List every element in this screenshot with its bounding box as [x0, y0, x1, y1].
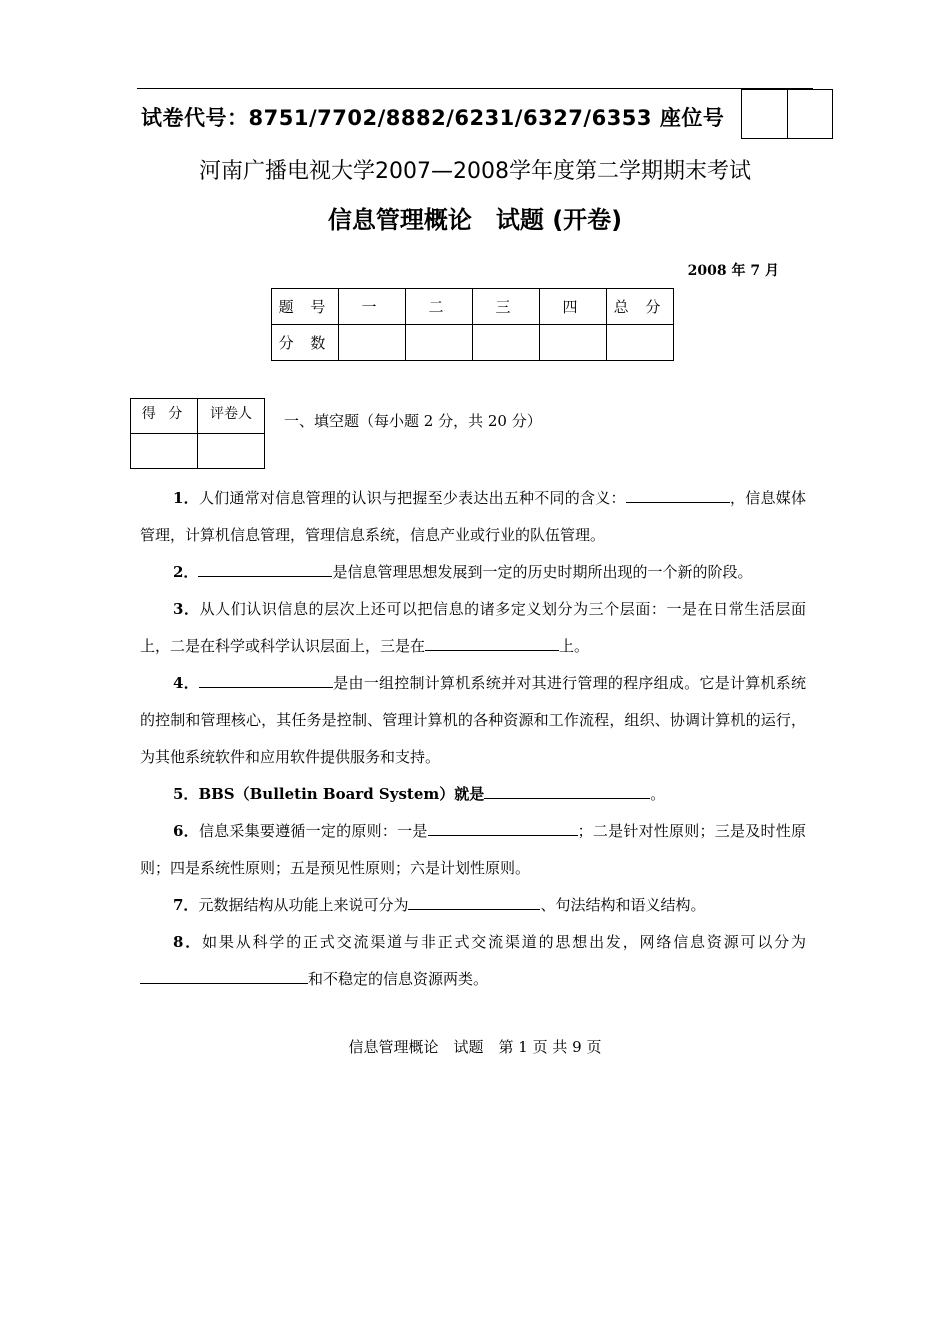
question-number: 5．	[173, 785, 199, 803]
question-text: 和不稳定的信息资源两类。	[308, 970, 489, 988]
question-5	[140, 776, 806, 813]
question-text: 人们通常对信息管理的认识与把握至少表达出五种不同的含义：	[198, 489, 626, 507]
seat-box-1[interactable]	[741, 89, 788, 139]
question-text: ，信息媒体管理，计算机信息管理，管理信息系统，信息产业或行业的队伍管理。	[140, 489, 806, 544]
question-number: 7．	[173, 896, 199, 914]
exam-date: 2008 年 7 月	[687, 263, 779, 279]
question-text: 是信息管理思想发展到一定的历史时期所出现的一个新的阶段。	[332, 563, 753, 581]
question-6	[140, 813, 806, 887]
grader-table	[130, 398, 265, 469]
score-table-cell: 二	[406, 289, 473, 325]
section-title: 一、填空题（每小题 2 分，共 20 分）	[284, 412, 542, 430]
question-text: 。	[650, 785, 666, 803]
grader-table-entry-row	[131, 434, 265, 469]
score-table-header-row	[272, 289, 674, 325]
question-number: 1．	[173, 489, 199, 507]
question-text: 信息采集要遵循一定的原则：一是	[198, 822, 428, 840]
exam-title: 信息管理概论 试题 (开卷)	[327, 206, 623, 234]
question-text: 是由一组控制计算机系统并对其进行管理的程序组成。它是计算机系统的控制和管理核心，其任务是控制、管理计算机的各种资源和工作流程，组织、协调计算机的运行，为其他系统软件和应用软件提供服务和支持。	[140, 674, 807, 766]
question-number: 2．	[173, 563, 199, 581]
question-4	[140, 665, 806, 776]
score-table-cell: 题 号	[272, 289, 339, 325]
score-entry-cell[interactable]	[406, 325, 473, 361]
score-label: 得 分	[131, 399, 198, 434]
score-table-score-row	[272, 325, 674, 361]
answer-blank[interactable]	[140, 965, 308, 984]
answer-blank[interactable]	[408, 891, 540, 910]
question-1	[140, 480, 806, 554]
question-text: 元数据结构从功能上来说可分为	[198, 896, 409, 914]
answer-blank[interactable]	[198, 558, 332, 577]
score-table-cell: 一	[339, 289, 406, 325]
question-list	[140, 480, 806, 998]
question-number: 4．	[173, 674, 199, 692]
question-text: 上。	[559, 637, 590, 655]
question-text: 从人们认识信息的层次上还可以把信息的诸多定义划分为三个层面：一是在日常生活层面上，二是在科学或科学认识层面上，三是在	[140, 600, 807, 655]
grader-label: 评卷人	[198, 399, 265, 434]
score-entry-cell[interactable]	[607, 325, 674, 361]
question-text: BBS（Bulletin Board System）就是	[198, 785, 485, 803]
question-text: ；二是针对性原则；三是及时性原则；四是系统性原则；五是预见性原则；六是计划性原则。	[140, 822, 806, 877]
answer-blank[interactable]	[425, 632, 559, 651]
answer-blank[interactable]	[484, 780, 650, 799]
question-2	[140, 554, 806, 591]
answer-blank[interactable]	[199, 669, 333, 688]
score-entry-cell[interactable]	[131, 434, 198, 469]
question-text: 、句法结构和语义结构。	[540, 896, 706, 914]
score-entry-cell[interactable]	[473, 325, 540, 361]
seat-box-2[interactable]	[788, 89, 834, 139]
page-footer: 信息管理概论 试题 第 1 页 共 9 页	[348, 1038, 602, 1056]
seat-number-boxes[interactable]	[741, 89, 833, 139]
score-table-cell: 分 数	[272, 325, 339, 361]
question-number: 8．	[173, 933, 203, 951]
score-entry-cell[interactable]	[540, 325, 607, 361]
score-table-cell: 总 分	[607, 289, 674, 325]
question-7	[140, 887, 806, 924]
answer-blank[interactable]	[428, 817, 578, 836]
answer-blank[interactable]	[626, 484, 730, 503]
grader-entry-cell[interactable]	[198, 434, 265, 469]
top-rule	[137, 88, 813, 89]
score-entry-cell[interactable]	[339, 325, 406, 361]
question-number: 3．	[173, 600, 200, 618]
question-3	[140, 591, 806, 665]
grader-table-header-row	[131, 399, 265, 434]
question-number: 6．	[173, 822, 199, 840]
score-table-cell: 三	[473, 289, 540, 325]
score-table	[271, 288, 674, 361]
score-table-cell: 四	[540, 289, 607, 325]
school-title: 河南广播电视大学2007—2008学年度第二学期期末考试	[199, 159, 751, 184]
question-text: 如果从科学的正式交流渠道与非正式交流渠道的思想出发，网络信息资源可以分为	[202, 933, 806, 951]
exam-code-line: 试卷代号：8751/7702/8882/6231/6327/6353 座位号	[141, 106, 725, 130]
question-8	[140, 924, 806, 998]
